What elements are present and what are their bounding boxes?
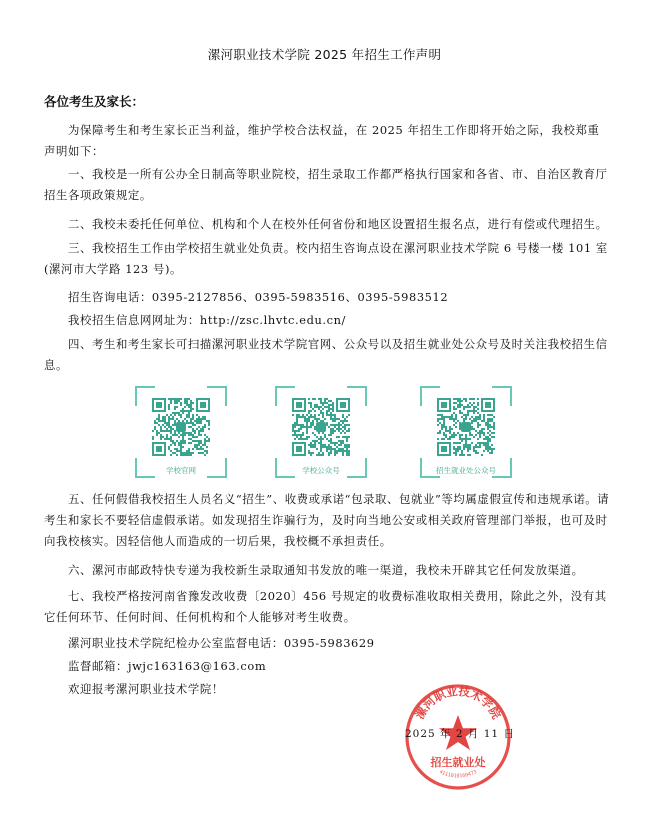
qr-code-icon	[292, 398, 350, 456]
qr-caption: 学校官网	[166, 466, 196, 475]
paragraph-intro: 为保障考生和考生家长正当利益，维护学校合法权益，在 2025 年招生工作即将开始之际，我校郑重声明如下：	[44, 123, 600, 158]
qr-code-official-site[interactable]	[135, 386, 227, 478]
phone-line: 招生咨询电话：0395-2127856、0395-5983516、0395-5983512	[68, 290, 449, 304]
paragraph-7: 七、我校严格按河南省豫发改收费〔2020〕456 号规定的收费标准收取相关费用，除此之外，没有其它任何环节、任何时间、任何机构和个人能够对考生收费。	[44, 589, 607, 624]
paragraph-2: 二、我校未委托任何单位、机构和个人在校外任何省份和地区设置招生报名点，进行有偿或代理招生。	[68, 217, 608, 231]
salutation: 各位考生及家长：	[44, 94, 145, 109]
paragraph-1: 一、我校是一所有公办全日制高等职业院校，招生录取工作都严格执行国家和各省、市、自治区教育厅招生各项政策规定。	[44, 167, 608, 202]
page-title: 漯河职业技术学院 2025 年招生工作声明	[207, 47, 442, 62]
qr-caption: 招生就业处公众号	[436, 466, 496, 475]
qr-code-row	[0, 386, 649, 478]
paragraph-3: 三、我校招生工作由学校招生就业处负责。校内招生咨询点设在漯河职业技术学院 6 号楼一楼 101 室(漯河市大学路 123 号)。	[44, 241, 608, 276]
paragraph-4: 四、考生和考生家长可扫描漯河职业技术学院官网、公众号以及招生就业处公众号及时关注我校招生信息。	[44, 337, 608, 372]
supervision-email: 监督邮箱：jwjc163163@163.com	[68, 659, 267, 673]
qr-caption: 学校公众号	[302, 466, 340, 475]
svg-text:4111010160473	[438, 769, 478, 779]
seal-code-text: 4111010160473	[438, 769, 478, 780]
paragraph-5: 五、任何假借我校招生人员名义“招生”、收费或承诺“包录取、包就业”等均属虚假宣传和违规承诺。请考生和家长不要轻信虚假承诺。如发现招生诈骗行为，及时向当地公安或相关政府管理部门举报，也可及时向我校核实。因轻信他人而造成的一切后果，我校概不承担责任。	[44, 492, 610, 548]
seal-dept-text: 招生就业处	[430, 756, 486, 769]
date: 2025 年 2 月 11 日	[405, 728, 515, 740]
welcome-line: 欢迎报考漯河职业技术学院！	[68, 682, 224, 696]
paragraph-6: 六、漯河市邮政特快专递为我校新生录取通知书发放的唯一渠道，我校未开辟其它任何发放渠道。	[68, 563, 584, 577]
qr-code-school-wechat[interactable]	[275, 386, 367, 478]
qr-code-admission-wechat[interactable]	[420, 386, 512, 478]
qr-code-icon	[437, 398, 495, 456]
supervision-phone: 漯河职业技术学院纪检办公室监督电话：0395-5983629	[68, 636, 375, 650]
qr-code-icon	[152, 398, 210, 456]
website-line: 我校招生信息网网址为：http://zsc.lhvtc.edu.cn/	[68, 313, 346, 327]
seal-arc-text: 漯河职业技术学院	[412, 684, 504, 722]
